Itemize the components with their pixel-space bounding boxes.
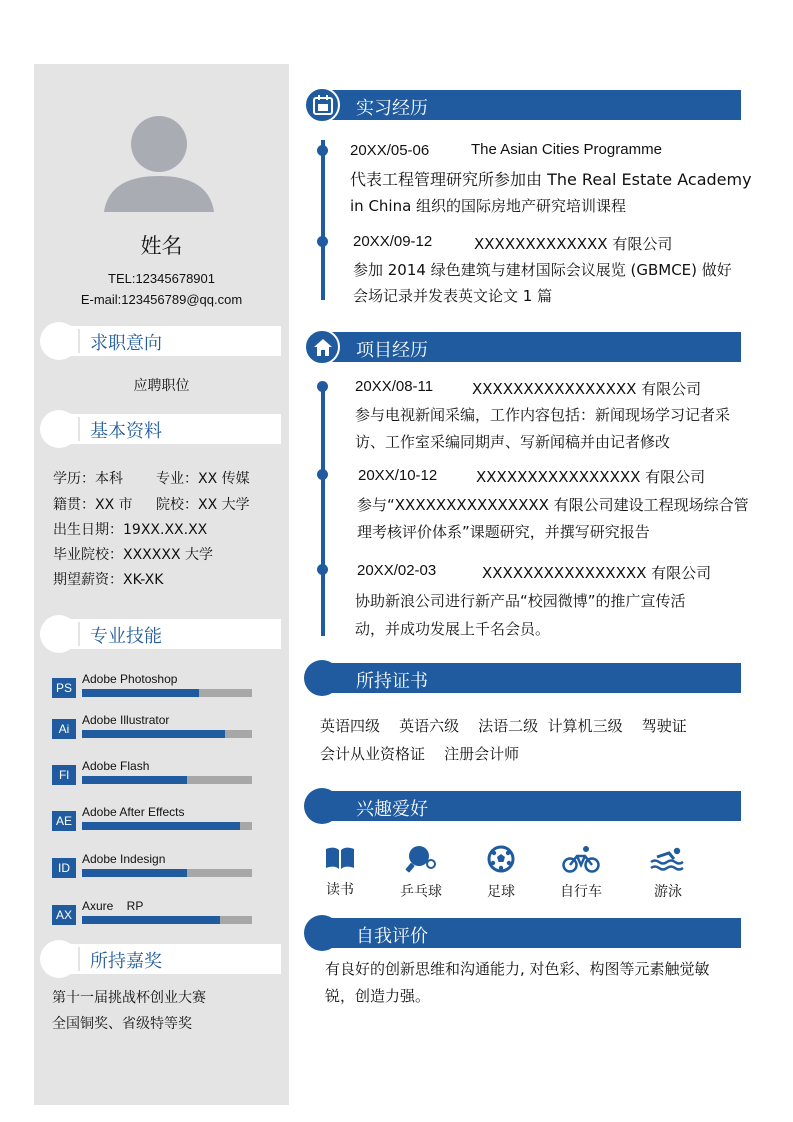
section-header-self-evaluation xyxy=(304,915,741,949)
job-intent-value: 应聘职位 xyxy=(133,378,190,394)
indesign-icon: ID xyxy=(52,858,76,878)
section-title: 基本资料 xyxy=(90,421,162,442)
section-title: 实习经历 xyxy=(356,98,428,119)
hobby-soccer xyxy=(471,845,531,901)
skill-label: Adobe Indesign xyxy=(82,852,166,866)
skill-label: Axure RP xyxy=(82,899,144,913)
home-icon xyxy=(312,336,334,358)
major: 专业：XX 传媒 xyxy=(156,471,250,487)
certificates-line: 英语四级 英语六级 法语二级 计算机三级 驾驶证 xyxy=(320,717,687,735)
skill-bar xyxy=(82,730,252,738)
timeline-dot xyxy=(317,236,328,247)
self-evaluation-line: 有良好的创新思维和沟通能力, 对色彩、构图等元素触觉敏 xyxy=(325,960,710,978)
avatar xyxy=(104,114,214,214)
swimming-icon xyxy=(649,845,687,873)
section-title: 所持证书 xyxy=(356,671,428,692)
graduated-school: 毕业院校：XXXXXX 大学 xyxy=(53,547,213,563)
section-header-awards xyxy=(40,944,281,974)
timeline-dot xyxy=(317,469,328,480)
section-title: 兴趣爱好 xyxy=(356,799,428,820)
entry-org: XXXXXXXXXXXXXXXX 有限公司 xyxy=(472,380,702,398)
projects-timeline xyxy=(321,383,325,636)
hobby-label: 读书 xyxy=(326,882,354,898)
hometown: 籍贯：XX 市 xyxy=(53,497,133,513)
skill-label: Adobe Photoshop xyxy=(82,672,178,686)
hobby-label: 足球 xyxy=(487,884,515,900)
section-title: 所持嘉奖 xyxy=(90,951,162,972)
calendar-icon xyxy=(312,94,334,116)
entry-desc: 动，并成功发展上千名会员。 xyxy=(355,620,551,638)
entry-desc: 理考核评价体系”课题研究，并撰写研究报告 xyxy=(357,523,650,541)
soccer-ball-icon xyxy=(487,845,515,873)
entry-date: 20XX/09-12 xyxy=(353,233,433,250)
skill-label: Adobe Illustrator xyxy=(82,713,170,727)
entry-date: 20XX/02-03 xyxy=(357,562,437,579)
entry-desc: 会场记录并发表英文论文 1 篇 xyxy=(353,287,553,305)
entry-desc: 参加 2014 绿色建筑与建材国际会议展览 (GBMCE) 做好 xyxy=(353,261,732,279)
skill-bar xyxy=(82,822,252,830)
book-icon xyxy=(325,845,355,871)
section-header-internship xyxy=(304,87,741,121)
section-header-job-intent xyxy=(40,326,281,356)
section-header-basic-info xyxy=(40,414,281,444)
section-header-skills xyxy=(40,619,281,649)
hobby-label: 乒乓球 xyxy=(400,884,442,900)
self-evaluation-line: 锐，创造力强。 xyxy=(325,987,431,1005)
entry-desc: 参与电视新闻采编，工作内容包括：新闻现场学习记者采 xyxy=(355,406,731,424)
timeline-dot xyxy=(317,564,328,575)
education: 学历：本科 xyxy=(53,471,123,487)
expected-salary: 期望薪资：XK-XK xyxy=(53,572,164,588)
skill-bar xyxy=(82,776,252,784)
hobby-swimming xyxy=(638,845,698,901)
hobby-ping-pong xyxy=(391,845,451,901)
ping-pong-icon xyxy=(405,845,437,873)
skill-illustrator xyxy=(52,713,252,753)
email-address: E-mail:123456789@qq.com xyxy=(80,292,243,307)
axure-icon: AX xyxy=(52,905,76,925)
entry-desc: 代表工程管理研究所参加由 The Real Estate Academy xyxy=(350,170,752,189)
entry-desc: in China 组织的国际房地产研究培训课程 xyxy=(350,197,627,215)
applicant-name: 姓名 xyxy=(140,234,183,258)
timeline-dot xyxy=(317,381,328,392)
sidebar xyxy=(34,64,289,1105)
section-title: 自我评价 xyxy=(356,926,428,947)
hobby-cycling xyxy=(551,845,611,901)
school: 院校：XX 大学 xyxy=(156,497,250,513)
award-line: 第十一届挑战杯创业大赛 xyxy=(52,990,206,1006)
skill-bar xyxy=(82,689,252,697)
entry-org: The Asian Cities Programme xyxy=(471,141,662,158)
entry-org: XXXXXXXXXXXXX 有限公司 xyxy=(474,235,673,253)
illustrator-icon: Ai xyxy=(52,719,76,739)
section-title: 项目经历 xyxy=(356,340,428,361)
skill-indesign xyxy=(52,852,252,892)
section-header-hobbies xyxy=(304,788,741,822)
photoshop-icon: PS xyxy=(52,678,76,698)
phone-number: TEL:12345678901 xyxy=(108,271,215,286)
skill-bar xyxy=(82,916,252,924)
section-title: 求职意向 xyxy=(90,333,162,354)
skill-axure xyxy=(52,899,252,939)
entry-desc: 参与“XXXXXXXXXXXXXXX 有限公司建设工程现场综合管 xyxy=(357,496,749,514)
skill-label: Adobe Flash xyxy=(82,759,150,773)
section-header-certificates xyxy=(304,660,741,694)
entry-date: 20XX/10-12 xyxy=(358,467,438,484)
section-title: 专业技能 xyxy=(90,626,162,647)
entry-org: XXXXXXXXXXXXXXXX 有限公司 xyxy=(482,564,712,582)
entry-desc: 协助新浪公司进行新产品“校园微博”的推广宣传活 xyxy=(355,592,686,610)
entry-desc: 访、工作室采编同期声、写新闻稿并由记者修改 xyxy=(355,433,671,451)
hobby-reading xyxy=(310,845,370,899)
skill-label: Adobe After Effects xyxy=(82,805,185,819)
entry-org: XXXXXXXXXXXXXXXX 有限公司 xyxy=(476,468,706,486)
entry-date: 20XX/08-11 xyxy=(355,378,434,395)
internship-timeline xyxy=(321,140,325,300)
bicycle-icon xyxy=(562,845,600,873)
skill-after-effects xyxy=(52,805,252,845)
section-header-projects xyxy=(304,329,741,363)
hobby-label: 游泳 xyxy=(654,884,682,900)
certificates-line: 会计从业资格证 注册会计师 xyxy=(320,745,520,763)
entry-date: 20XX/05-06 xyxy=(350,142,430,159)
birth-date: 出生日期：19XX.XX.XX xyxy=(53,522,208,538)
skill-bar xyxy=(82,869,252,877)
timeline-dot xyxy=(317,145,328,156)
after-effects-icon: AE xyxy=(52,811,76,831)
hobby-label: 自行车 xyxy=(560,884,602,900)
award-line: 全国铜奖、省级特等奖 xyxy=(52,1016,192,1032)
skill-flash xyxy=(52,759,252,799)
flash-icon: Fl xyxy=(52,765,76,785)
skill-photoshop xyxy=(52,672,252,712)
